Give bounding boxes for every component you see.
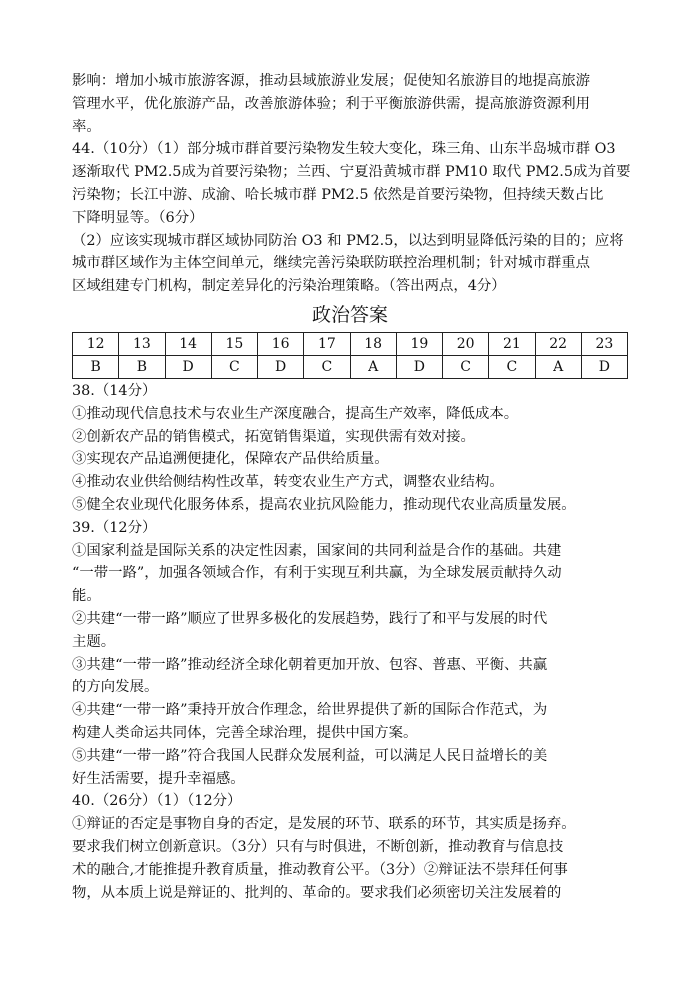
text-line: （2）应该实现城市群区域协同防治 O3 和 PM2.5，以达到明显降低污染的目的；应将 — [72, 232, 624, 249]
answer-letter-cell: D — [396, 355, 442, 378]
text-line: 逐渐取代 PM2.5成为首要污染物；兰西、宁夏沿黄城市群 PM10 取代 PM2.5成为首要 — [72, 164, 631, 181]
answer-letter-row — [73, 355, 628, 378]
answer-letter-cell: D — [258, 355, 304, 378]
geography-answer-section — [72, 70, 631, 298]
answer-letter-cell: C — [443, 355, 489, 378]
text-line: 影响：增加小城市旅游客源，推动县域旅游业发展；促使知名旅游目的地提高旅游 — [72, 73, 591, 89]
question-number-cell: 15 — [211, 332, 257, 355]
text-line: ③共建“一带一路”推动经济全球化朝着更加开放、包容、普惠、平衡、共赢 — [72, 656, 548, 673]
politics-answer-section — [72, 380, 628, 904]
text-line: 城市群区域作为主体空间单元，继续完善污染联防联控治理机制；针对城市群重点 — [72, 255, 591, 272]
text-line: 的方向发展。 — [72, 679, 159, 696]
text-line: 率。 — [72, 118, 101, 135]
text-line: 术的融合,才能推提升教育质量，推动教育公平。（3分）②辩证法不崇拜任何事 — [72, 861, 568, 878]
politics-answers-title: 政治答案 — [311, 303, 388, 326]
text-line: ④共建“一带一路”秉持开放合作理念，给世界提供了新的国际合作范式，为 — [72, 702, 548, 719]
text-line: 能。 — [72, 588, 101, 605]
text-line: 38.（14分） — [72, 382, 157, 399]
text-line: ①推动现代信息技术与农业生产深度融合，提高生产效率，降低成本。 — [72, 405, 519, 422]
answer-letter-cell: B — [73, 355, 119, 378]
document-page — [72, 70, 631, 904]
answer-letter-cell: D — [581, 355, 627, 378]
answer-letter-cell: D — [165, 355, 211, 378]
text-line: ⑤共建“一带一路”符合我国人民群众发展利益，可以满足人民日益增长的美 — [72, 747, 548, 764]
text-line: 区域组建专门机构，制定差异化的污染治理策略。（答出两点，4分） — [72, 278, 506, 295]
text-line: 40.（26分）（1）（12分） — [72, 793, 242, 810]
answer-letter-cell: C — [489, 355, 535, 378]
text-line: 下降明显等。（6分） — [72, 209, 204, 226]
text-line: ②创新农产品的销售模式，拓宽销售渠道，实现供需有效对接。 — [72, 428, 475, 445]
text-line: ③实现农产品追溯便捷化，保障农产品供给质量。 — [72, 451, 389, 468]
text-line: 39.（12分） — [72, 519, 157, 536]
text-line: ②共建“一带一路”顺应了世界多极化的发展趋势，践行了和平与发展的时代 — [72, 610, 548, 627]
text-line: 主题。 — [72, 633, 116, 650]
question-number-cell: 14 — [165, 332, 211, 355]
text-line: 污染物；长江中游、成渝、哈长城市群 PM2.5 依然是首要污染物，但持续天数占比 — [72, 186, 604, 203]
text-line: ⑤健全农业现代化服务体系，提高农业抗风险能力，推动现代农业高质量发展。 — [72, 496, 576, 513]
answer-letter-cell: B — [119, 355, 165, 378]
text-line: 物，从本质上说是辩证的、批判的、革命的。要求我们必须密切关注发展着的 — [72, 884, 562, 901]
question-number-cell: 17 — [304, 332, 350, 355]
question-number-cell: 13 — [119, 332, 165, 355]
text-line: ①辩证的否定是事物自身的否定，是发展的环节、联系的环节，其实质是扬弃。 — [72, 816, 576, 833]
answer-letter-cell: C — [211, 355, 257, 378]
answer-key-table — [72, 332, 628, 379]
question-number-cell: 20 — [443, 332, 489, 355]
answer-letter-cell: A — [350, 355, 396, 378]
question-number-cell: 12 — [73, 332, 119, 355]
question-number-cell: 18 — [350, 332, 396, 355]
question-number-cell: 19 — [396, 332, 442, 355]
question-number-cell: 22 — [535, 332, 581, 355]
answer-letter-cell: A — [535, 355, 581, 378]
question-number-row — [73, 332, 628, 355]
answer-letter-cell: C — [304, 355, 350, 378]
text-line: 构建人类命运共同体，完善全球治理，提供中国方案。 — [72, 724, 418, 741]
text-line: 管理水平，优化旅游产品，改善旅游体验；利于平衡旅游供需，提高旅游资源利用 — [72, 95, 591, 112]
question-number-cell: 21 — [489, 332, 535, 355]
text-line: “一带一路”，加强各领域合作，有利于实现互利共赢，为全球发展贡献持久动 — [72, 565, 562, 582]
text-line: ①国家利益是国际关系的决定性因素，国家间的共同利益是合作的基础。共建 — [72, 542, 562, 559]
text-line: ④推动农业供给侧结构性改革，转变农业生产方式，调整农业结构。 — [72, 474, 504, 491]
question-number-cell: 16 — [258, 332, 304, 355]
text-line: 要求我们树立创新意识。（3分）只有与时俱进，不断创新，推动教育与信息技 — [72, 838, 564, 855]
text-line: 好生活需要，提升幸福感。 — [72, 770, 245, 787]
text-line: 44.（10分）（1）部分城市群首要污染物发生较大变化，珠三角、山东半岛城市群 O3 — [72, 141, 616, 158]
question-number-cell: 23 — [581, 332, 627, 355]
